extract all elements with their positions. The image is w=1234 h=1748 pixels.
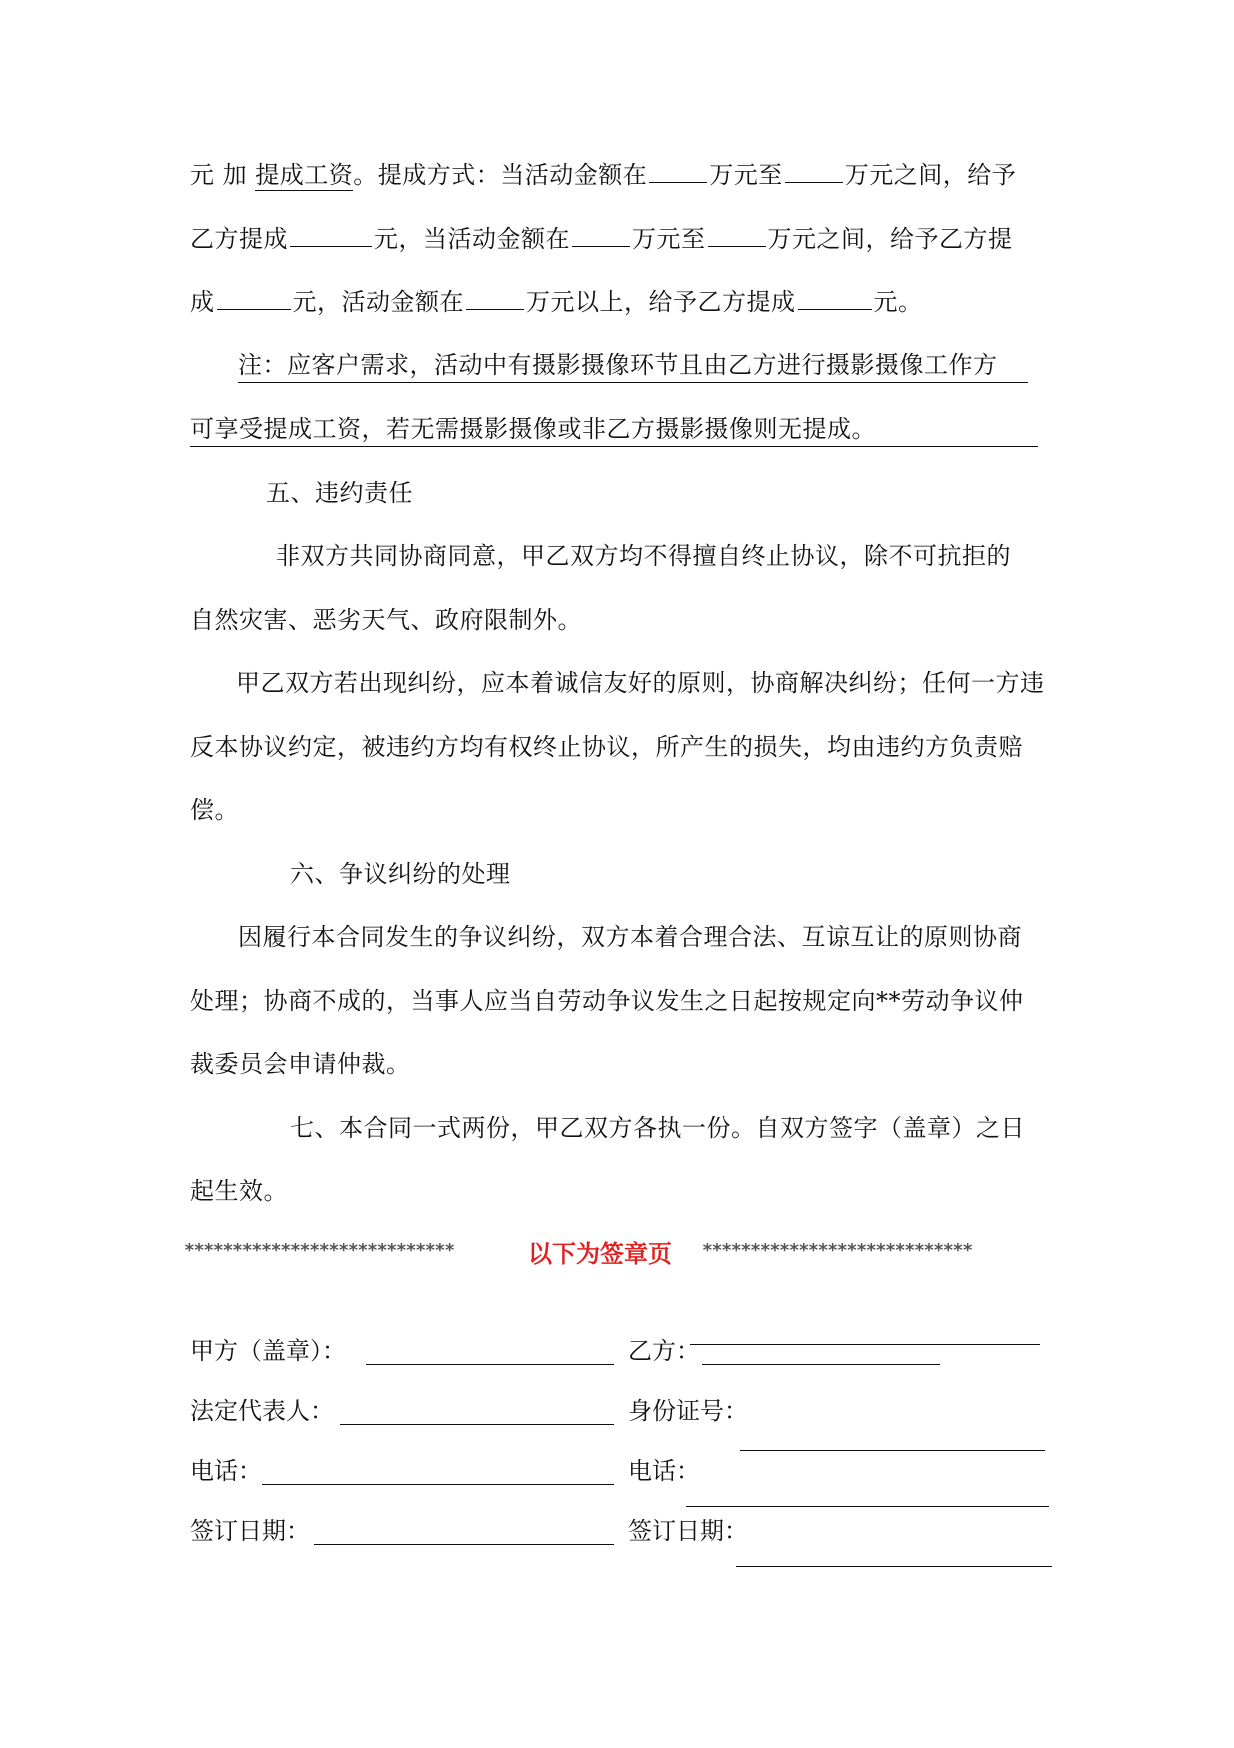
amount-blank[interactable] bbox=[798, 283, 872, 310]
party-b-phone-line[interactable] bbox=[686, 1506, 1049, 1507]
id-number-label: 身份证号： bbox=[628, 1397, 748, 1425]
party-a-date-label: 签订日期： bbox=[190, 1517, 310, 1545]
note-line-1 bbox=[238, 348, 1028, 383]
paragraph-line: 起生效。 bbox=[190, 1177, 288, 1205]
text: 元。 bbox=[873, 288, 923, 316]
note-line-2 bbox=[190, 412, 1038, 447]
text: 。提成方式：当活动金额在 bbox=[353, 161, 648, 189]
amount-blank[interactable] bbox=[572, 220, 630, 247]
party-b-line-upper[interactable] bbox=[690, 1344, 1040, 1345]
paragraph-line: 偿。 bbox=[190, 796, 239, 824]
party-b-phone-label: 电话： bbox=[628, 1457, 700, 1485]
signature-page-title: 以下为签章页 bbox=[528, 1240, 672, 1268]
amount-blank[interactable] bbox=[708, 220, 766, 247]
id-number-line[interactable] bbox=[740, 1450, 1045, 1451]
text: 万元至 bbox=[709, 161, 783, 189]
text: 元，活动金额在 bbox=[292, 288, 464, 316]
amount-blank[interactable] bbox=[649, 156, 707, 183]
amount-blank[interactable] bbox=[217, 283, 291, 310]
commission-line-2 bbox=[190, 220, 1013, 256]
paragraph-line: 因履行本合同发生的争议纠纷，双方本着合理合法、互谅互让的原则协商 bbox=[238, 923, 1022, 951]
party-b-label: 乙方： bbox=[628, 1337, 700, 1365]
section-7-line: 七、本合同一式两份，甲乙双方各执一份。自双方签字（盖章）之日 bbox=[290, 1114, 1025, 1142]
party-a-phone-line[interactable] bbox=[262, 1484, 614, 1485]
commission-line-1 bbox=[190, 156, 1016, 192]
stars-divider-left: **************************** bbox=[184, 1240, 454, 1261]
text: 万元之间，给予乙方提 bbox=[767, 225, 1013, 253]
text: 元，当活动金额在 bbox=[374, 225, 570, 253]
paragraph-line: 甲乙双方若出现纠纷，应本着诚信友好的原则，协商解决纠纷；任何一方违 bbox=[236, 669, 1045, 697]
commission-line-3 bbox=[190, 283, 923, 319]
paragraph-line: 处理；协商不成的，当事人应当自劳动争议发生之日起按规定向**劳动争议仲 bbox=[190, 987, 1024, 1015]
text: 万元以上，给予乙方提成 bbox=[526, 288, 796, 316]
amount-blank[interactable] bbox=[466, 283, 524, 310]
text: 万元之间，给予 bbox=[844, 161, 1017, 189]
amount-blank[interactable] bbox=[290, 220, 372, 247]
stars-divider-right: **************************** bbox=[702, 1240, 972, 1261]
text: 注：应客户需求，活动中有摄影摄像环节且由乙方进行摄影摄像工作方 bbox=[238, 351, 998, 379]
commission-salary-underlined: 提成工资 bbox=[255, 161, 354, 189]
legal-representative-label: 法定代表人： bbox=[190, 1397, 334, 1425]
text: 可享受提成工资，若无需摄影摄像或非乙方摄影摄像则无提成。 bbox=[190, 415, 876, 443]
party-a-seal-label: 甲方（盖章）： bbox=[190, 1337, 346, 1365]
section-5-heading: 五、违约责任 bbox=[266, 479, 413, 507]
paragraph-line: 非双方共同协商同意，甲乙双方均不得擅自终止协议，除不可抗拒的 bbox=[276, 542, 1011, 570]
party-a-date-line[interactable] bbox=[314, 1544, 614, 1545]
paragraph-line: 裁委员会申请仲裁。 bbox=[190, 1050, 411, 1078]
paragraph-line: 反本协议约定，被违约方均有权终止协议，所产生的损失，均由违约方负责赔 bbox=[190, 733, 1023, 761]
party-a-seal-line[interactable] bbox=[366, 1364, 614, 1365]
paragraph-line: 自然灾害、恶劣天气、政府限制外。 bbox=[190, 606, 582, 634]
party-b-date-line[interactable] bbox=[736, 1566, 1052, 1567]
party-b-line[interactable] bbox=[702, 1364, 940, 1365]
party-a-phone-label: 电话： bbox=[190, 1457, 262, 1485]
section-6-heading: 六、争议纠纷的处理 bbox=[290, 860, 511, 888]
text: 万元至 bbox=[632, 225, 706, 253]
party-b-date-label: 签订日期： bbox=[628, 1517, 748, 1545]
legal-representative-line[interactable] bbox=[340, 1424, 614, 1425]
amount-blank[interactable] bbox=[785, 156, 843, 183]
text: 成 bbox=[190, 288, 215, 316]
text: 乙方提成 bbox=[190, 225, 288, 253]
text: 元 加 bbox=[190, 161, 256, 189]
